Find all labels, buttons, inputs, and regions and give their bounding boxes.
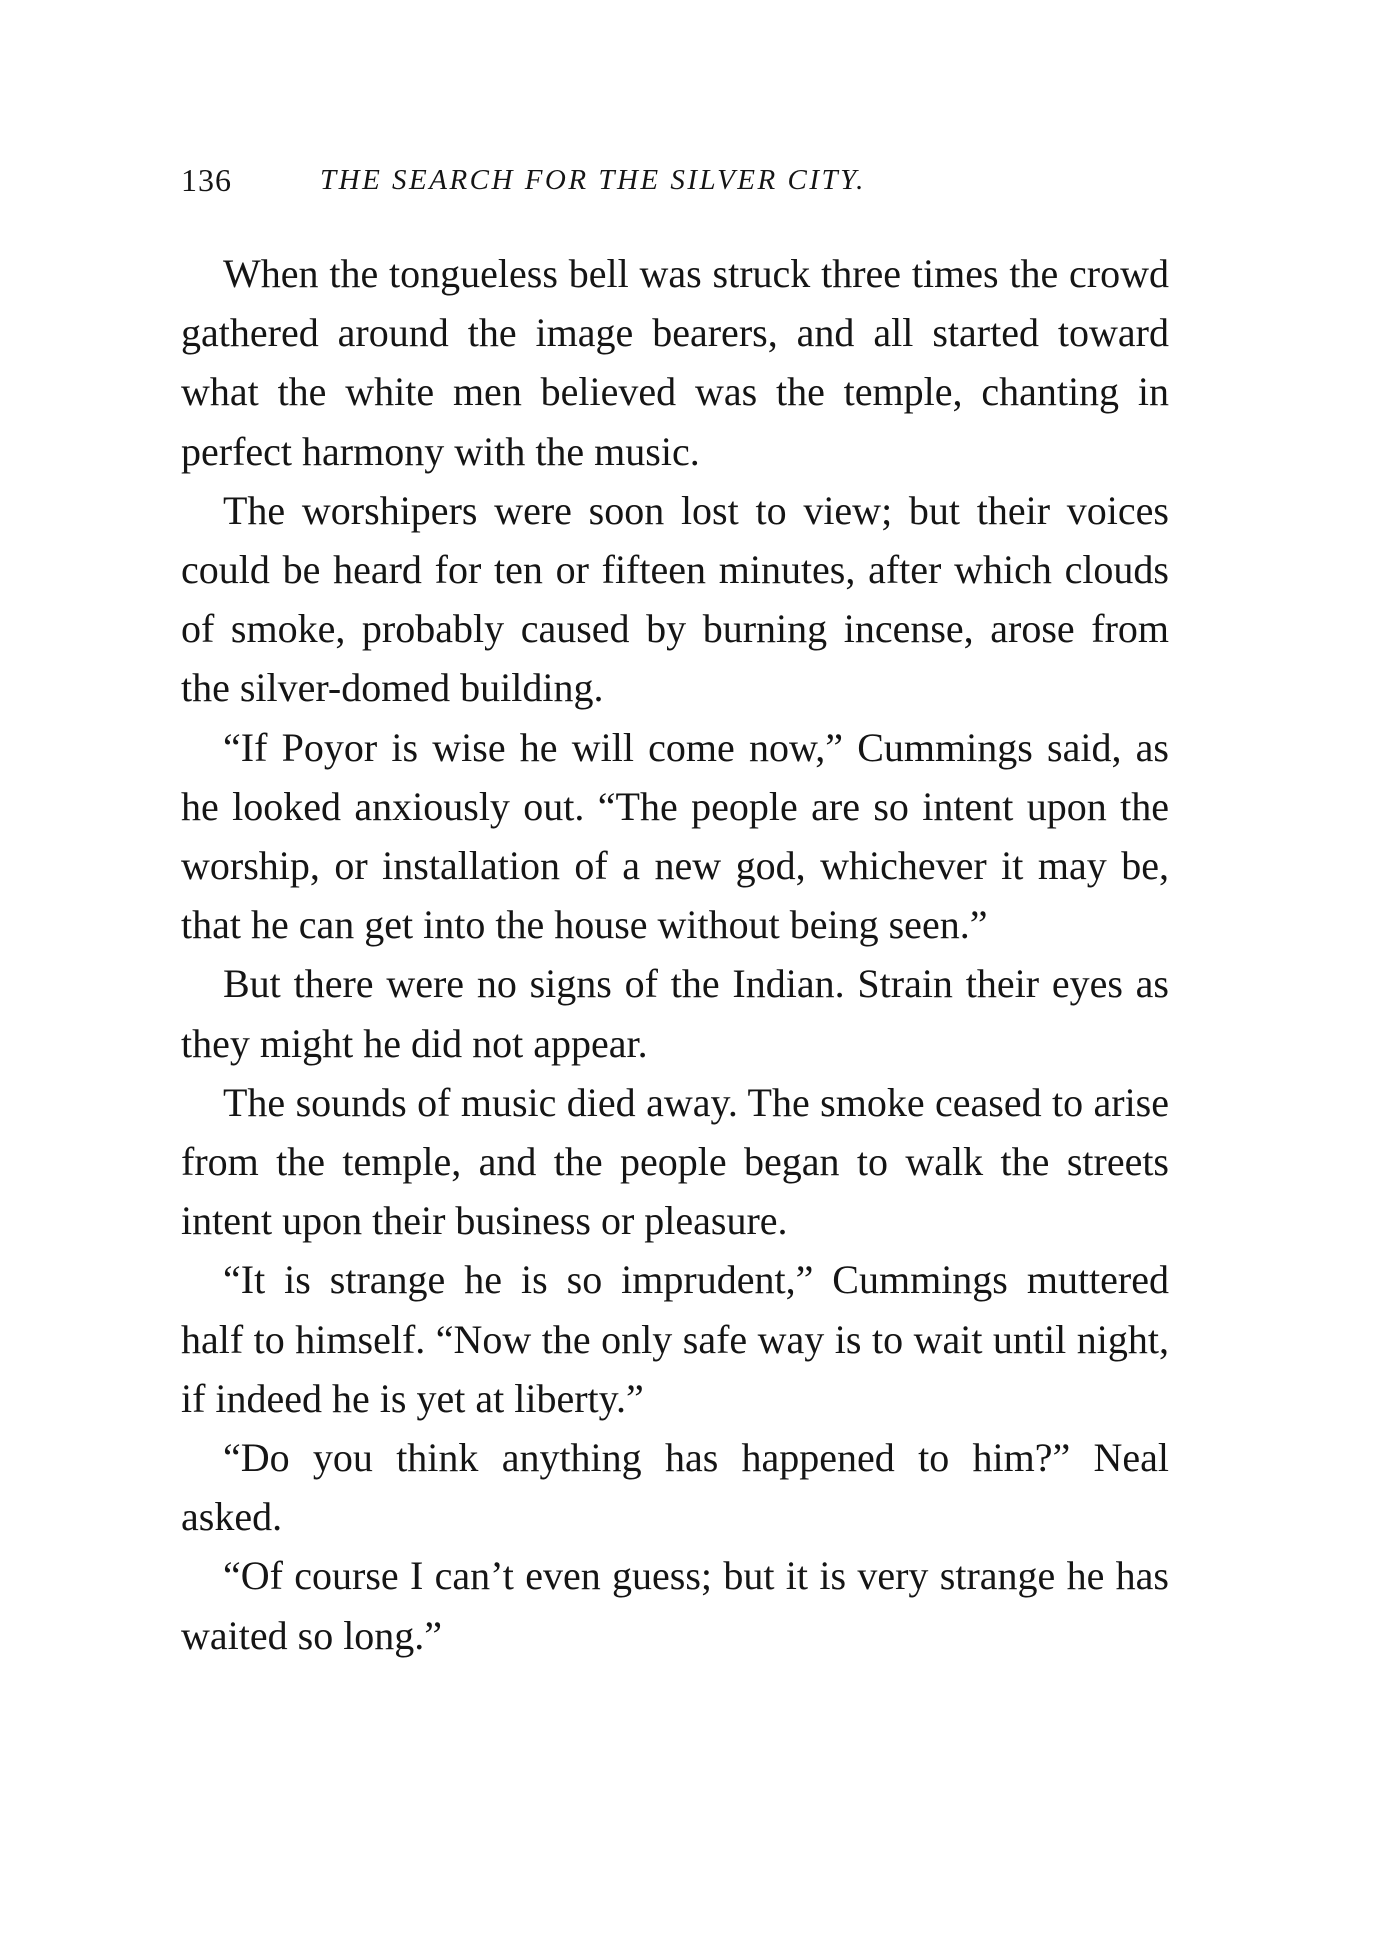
paragraph-7: “Do you think anything has happened to him?” Neal asked. [181,1435,1169,1540]
paragraph-5: The sounds of music died away. The smoke ceased to arise from the temple, and the people began to walk the streets intent upon their business or pleasure. [181,1079,1169,1244]
running-head [181,160,1061,208]
paragraph-6: “It is strange he is so imprudent,” Cummings muttered half to himself. “Now the only safe way is to wait until night, if indeed he is yet at liberty.” [181,1257,1169,1421]
page-number: 136 [181,162,232,198]
paragraph-3: “If Poyor is wise he will come now,” Cummings said, as he looked anxiously out. “The people are so intent upon the worship, or installation of a new god, whichever it may be, that he can get into the house without being seen.” [181,724,1169,948]
paragraph-4: But there were no signs of the Indian. Strain their eyes as they might he did not appear. [181,961,1169,1066]
running-title: THE SEARCH FOR THE SILVER CITY. [320,164,866,196]
paragraph-8: “Of course I can’t even guess; but it is very strange he has waited so long.” [181,1553,1169,1658]
paragraph-2: The worshipers were soon lost to view; but their voices could be heard for ten or fifteen minutes, after which clouds of smoke, probably caused by burning incense, arose from the silver-domed building. [181,487,1169,711]
paragraph-1: When the tongueless bell was struck three times the crowd gathered around the image bearers, and all started toward what the white men believed was the temple, chanting in perfect harmony with the music. [181,251,1169,474]
body-text [181,244,1169,1665]
